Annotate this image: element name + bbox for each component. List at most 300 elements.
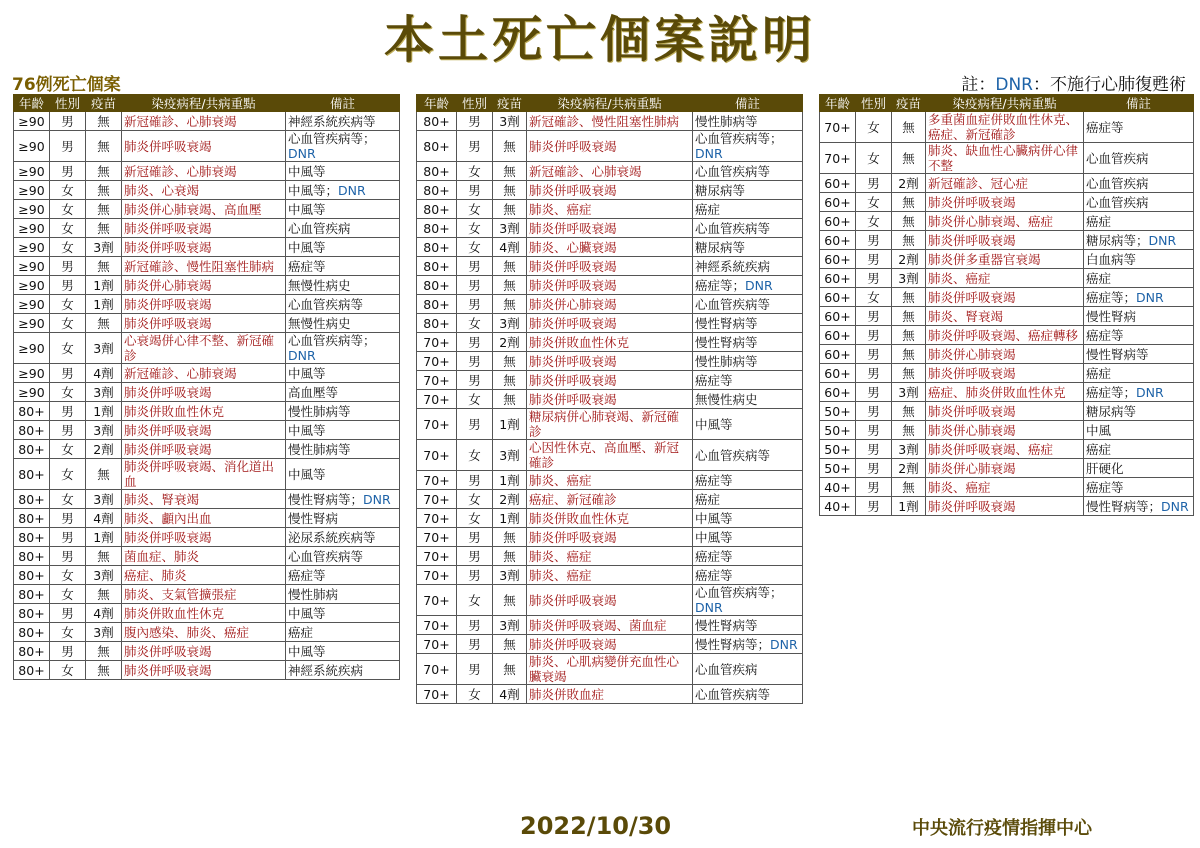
vaccine-cell: 1劑: [86, 528, 122, 547]
age-cell: 80+: [417, 257, 457, 276]
remark-text: 慢性腎病: [288, 510, 339, 526]
vaccine-cell: 1劑: [493, 409, 527, 440]
course-cell: 肺炎併心肺衰竭: [527, 295, 693, 314]
sex-cell: 男: [457, 131, 493, 162]
remark-text: 癌症等: [695, 372, 733, 388]
sex-cell: 女: [856, 143, 892, 174]
remark-text: 糖尿病等: [695, 239, 746, 255]
age-cell: ≥90: [14, 295, 50, 314]
dnr-tag: DNR: [363, 491, 391, 507]
table-row: [14, 421, 400, 440]
remark-text: 癌症: [695, 491, 721, 507]
sex-cell: 男: [856, 269, 892, 288]
vaccine-cell: 2劑: [892, 459, 926, 478]
sex-cell: 女: [457, 314, 493, 333]
course-cell: 肺炎併呼吸衰竭: [122, 314, 286, 333]
remark-text: 神經系統疾病等: [288, 113, 376, 129]
course-cell: 糖尿病併心肺衰竭、新冠確診: [527, 409, 693, 440]
organization-name: 中央流行疫情指揮中心: [912, 818, 1092, 839]
remark-cell: [1084, 326, 1194, 345]
vaccine-cell: 1劑: [493, 471, 527, 490]
vaccine-cell: 無: [892, 364, 926, 383]
age-cell: 70+: [417, 654, 457, 685]
sex-cell: 男: [457, 547, 493, 566]
remark-text: 無慢性病史: [695, 391, 758, 407]
vaccine-cell: 1劑: [892, 497, 926, 516]
remark-text: 糖尿病等: [695, 182, 746, 198]
table-row: [820, 193, 1194, 212]
remark-text: 中風等: [695, 529, 733, 545]
table-row: [417, 635, 803, 654]
age-cell: 70+: [820, 143, 856, 174]
table-row: [820, 112, 1194, 143]
course-cell: 肺炎併呼吸衰竭: [122, 383, 286, 402]
table-row: [14, 490, 400, 509]
sex-cell: 女: [50, 661, 86, 680]
course-cell: 肺炎併呼吸衰竭、癌症轉移: [926, 326, 1084, 345]
vaccine-cell: 1劑: [493, 509, 527, 528]
remark-text: 泌尿系統疾病等: [288, 529, 376, 545]
course-cell: 腹內感染、肺炎、癌症: [122, 623, 286, 642]
remark-header: 備註: [286, 95, 400, 112]
sex-cell: 男: [50, 162, 86, 181]
table-row: [820, 250, 1194, 269]
remark-text: 糖尿病等；: [1086, 232, 1149, 248]
table-row: [417, 471, 803, 490]
remark-cell: [693, 181, 803, 200]
course-cell: 肺炎併呼吸衰竭: [926, 231, 1084, 250]
vaccine-cell: 3劑: [86, 623, 122, 642]
vaccine-cell: 無: [86, 200, 122, 219]
age-cell: 60+: [820, 383, 856, 402]
course-cell: 肺炎併呼吸衰竭: [926, 288, 1084, 307]
age-cell: 40+: [820, 478, 856, 497]
course-cell: 肺炎併呼吸衰竭: [926, 497, 1084, 516]
vaccine-cell: 3劑: [892, 269, 926, 288]
sex-cell: 男: [50, 604, 86, 623]
table-row: [820, 364, 1194, 383]
age-cell: 70+: [820, 112, 856, 143]
remark-cell: [1084, 345, 1194, 364]
remark-text: 癌症等: [1086, 119, 1124, 135]
age-cell: 80+: [14, 661, 50, 680]
course-cell: 肺炎併敗血性休克: [527, 509, 693, 528]
remark-text: 心血管疾病: [1086, 150, 1149, 166]
sex-cell: 男: [856, 459, 892, 478]
table-row: [14, 238, 400, 257]
vaccine-cell: 無: [892, 402, 926, 421]
table-row: [820, 143, 1194, 174]
remark-text: 心血管疾病等: [695, 686, 771, 702]
sex-cell: 女: [50, 333, 86, 364]
remark-text: 慢性腎病等: [695, 315, 758, 331]
age-cell: 70+: [417, 685, 457, 704]
vaccine-cell: 無: [493, 200, 527, 219]
age-cell: 80+: [14, 459, 50, 490]
course-cell: 肺炎併心肺衰竭、高血壓: [122, 200, 286, 219]
vaccine-cell: 無: [493, 162, 527, 181]
table-row: [14, 661, 400, 680]
remark-text: 癌症等: [695, 472, 733, 488]
remark-cell: [693, 616, 803, 635]
vaccine-cell: 無: [493, 528, 527, 547]
remark-text: 心血管疾病等: [288, 296, 364, 312]
age-cell: 50+: [820, 459, 856, 478]
age-cell: 80+: [417, 112, 457, 131]
table-row: [417, 440, 803, 471]
course-cell: 癌症、肺炎併敗血性休克: [926, 383, 1084, 402]
age-cell: 60+: [820, 326, 856, 345]
age-cell: 60+: [820, 345, 856, 364]
vaccine-cell: 無: [493, 181, 527, 200]
course-cell: 肺炎、心肌病變併充血性心臟衰竭: [527, 654, 693, 685]
sex-cell: 女: [50, 585, 86, 604]
sex-cell: 男: [457, 181, 493, 200]
sex-cell: 女: [457, 585, 493, 616]
table-row: [417, 509, 803, 528]
remark-cell: [693, 566, 803, 585]
remark-cell: [286, 276, 400, 295]
age-cell: 80+: [417, 200, 457, 219]
remark-cell: [693, 635, 803, 654]
remark-text: 癌症等: [695, 548, 733, 564]
remark-text: 中風等: [695, 416, 733, 432]
remark-text: 慢性腎病等: [1086, 346, 1149, 362]
age-cell: 60+: [820, 174, 856, 193]
table-row: [820, 345, 1194, 364]
sex-cell: 女: [50, 314, 86, 333]
remark-cell: [286, 131, 400, 162]
course-cell: 肺炎併心肺衰竭、癌症: [926, 212, 1084, 231]
age-cell: 80+: [14, 623, 50, 642]
sex-cell: 男: [457, 352, 493, 371]
table-row: [417, 685, 803, 704]
table-row: [417, 371, 803, 390]
vaccine-cell: 無: [892, 112, 926, 143]
course-cell: 肺炎、腎衰竭: [122, 490, 286, 509]
course-cell: 肺炎併敗血性休克: [122, 402, 286, 421]
remark-text: 心血管疾病等；: [695, 131, 783, 146]
remark-text: 心血管疾病等: [695, 296, 771, 312]
sex-cell: 男: [50, 131, 86, 162]
course-cell: 肺炎、支氣管擴張症: [122, 585, 286, 604]
vaccine-cell: 3劑: [86, 490, 122, 509]
course-cell: 肺炎併呼吸衰竭、消化道出血: [122, 459, 286, 490]
sex-cell: 女: [50, 623, 86, 642]
remark-text: 心血管疾病等；: [695, 585, 783, 600]
sex-cell: 男: [457, 276, 493, 295]
remark-text: 慢性腎病等；: [1086, 498, 1162, 514]
age-cell: 70+: [417, 635, 457, 654]
note-prefix: 註：: [961, 75, 996, 95]
age-cell: 80+: [417, 162, 457, 181]
table-row: [820, 478, 1194, 497]
course-header: 染疫病程/共病重點: [926, 95, 1084, 112]
remark-text: 心血管疾病等: [695, 447, 771, 463]
table-row: [820, 212, 1194, 231]
sex-cell: 男: [457, 528, 493, 547]
course-cell: 肺炎併敗血症: [527, 685, 693, 704]
remark-text: 慢性腎病: [1086, 308, 1137, 324]
remark-cell: [286, 200, 400, 219]
vaccine-cell: 無: [86, 547, 122, 566]
remark-cell: [1084, 421, 1194, 440]
remark-cell: [693, 685, 803, 704]
dnr-tag: DNR: [1136, 289, 1164, 305]
sex-cell: 男: [856, 250, 892, 269]
age-cell: 80+: [14, 509, 50, 528]
table-row: [417, 181, 803, 200]
sex-cell: 男: [856, 402, 892, 421]
table-row: [14, 547, 400, 566]
remark-cell: [1084, 402, 1194, 421]
remark-cell: [1084, 112, 1194, 143]
table-row: [820, 269, 1194, 288]
vaccine-cell: 無: [86, 642, 122, 661]
remark-cell: [693, 390, 803, 409]
remark-cell: [693, 295, 803, 314]
table-row: [417, 131, 803, 162]
course-cell: 肺炎、癌症: [527, 566, 693, 585]
table-row: [14, 200, 400, 219]
remark-cell: [693, 131, 803, 162]
sex-cell: 男: [50, 257, 86, 276]
age-cell: ≥90: [14, 333, 50, 364]
remark-text: 心血管疾病等: [695, 163, 771, 179]
remark-text: 中風: [1086, 422, 1112, 438]
vaccine-cell: 無: [86, 131, 122, 162]
course-cell: 肺炎併多重器官衰竭: [926, 250, 1084, 269]
sex-cell: 女: [50, 238, 86, 257]
course-cell: 肺炎併呼吸衰竭: [122, 440, 286, 459]
vaccine-cell: 無: [892, 288, 926, 307]
remark-text: 慢性肺病等: [695, 353, 758, 369]
age-cell: 70+: [417, 471, 457, 490]
course-cell: 肺炎併呼吸衰竭: [527, 585, 693, 616]
remark-text: 癌症: [1086, 441, 1112, 457]
course-cell: 心衰竭併心律不整、新冠確診: [122, 333, 286, 364]
vaccine-cell: 無: [493, 547, 527, 566]
table-row: [417, 390, 803, 409]
table-row: [820, 231, 1194, 250]
course-cell: 肺炎、心衰竭: [122, 181, 286, 200]
vaccine-cell: 1劑: [86, 276, 122, 295]
remark-cell: [286, 364, 400, 383]
table-row: [417, 528, 803, 547]
vaccine-cell: 無: [493, 352, 527, 371]
remark-cell: [1084, 440, 1194, 459]
dnr-tag: DNR: [288, 348, 316, 363]
dnr-tag: DNR: [695, 146, 723, 161]
remark-cell: [286, 623, 400, 642]
age-cell: 70+: [417, 566, 457, 585]
vaccine-cell: 無: [86, 162, 122, 181]
age-cell: 80+: [417, 295, 457, 314]
dnr-tag: DNR: [338, 182, 366, 198]
remark-cell: [286, 112, 400, 131]
remark-text: 中風等: [288, 605, 326, 621]
vaccine-cell: 無: [86, 112, 122, 131]
vaccine-cell: 1劑: [86, 295, 122, 314]
note-suffix: ：不施行心肺復甦術: [1033, 75, 1186, 95]
dnr-tag: DNR: [1161, 498, 1189, 514]
age-cell: 70+: [417, 390, 457, 409]
sex-cell: 男: [457, 654, 493, 685]
age-cell: 80+: [14, 642, 50, 661]
vaccine-header: 疫苗: [892, 95, 926, 112]
sex-cell: 男: [457, 333, 493, 352]
course-cell: 肺炎併呼吸衰竭: [527, 276, 693, 295]
case-count-subtitle: 76例死亡個案: [12, 75, 121, 95]
table-row: [820, 383, 1194, 402]
table-column-3: [819, 94, 1194, 516]
table-row: [417, 200, 803, 219]
age-cell: 80+: [14, 528, 50, 547]
sex-cell: 女: [50, 440, 86, 459]
age-header: 年齡: [417, 95, 457, 112]
table-row: [14, 257, 400, 276]
remark-cell: [693, 238, 803, 257]
sex-cell: 女: [457, 238, 493, 257]
course-cell: 肺炎併呼吸衰竭: [527, 352, 693, 371]
dnr-tag: DNR: [288, 146, 316, 161]
table-row: [14, 314, 400, 333]
sex-header: 性別: [457, 95, 493, 112]
table-row: [417, 219, 803, 238]
vaccine-header: 疫苗: [493, 95, 527, 112]
age-cell: ≥90: [14, 257, 50, 276]
course-cell: 肺炎併呼吸衰竭: [527, 635, 693, 654]
vaccine-cell: 無: [493, 585, 527, 616]
death-case-table-2: [416, 94, 803, 704]
table-row: [417, 162, 803, 181]
remark-cell: [693, 162, 803, 181]
sex-header: 性別: [856, 95, 892, 112]
age-cell: 60+: [820, 231, 856, 250]
course-cell: 肺炎、腎衰竭: [926, 307, 1084, 326]
remark-cell: [286, 528, 400, 547]
course-cell: 新冠確診、慢性阻塞性肺病: [122, 257, 286, 276]
sex-cell: 男: [856, 174, 892, 193]
vaccine-cell: 4劑: [86, 364, 122, 383]
sex-cell: 女: [457, 685, 493, 704]
sex-cell: 女: [457, 200, 493, 219]
course-cell: 新冠確診、慢性阻塞性肺病: [527, 112, 693, 131]
table-row: [14, 219, 400, 238]
age-cell: 60+: [820, 193, 856, 212]
remark-text: 肝硬化: [1086, 460, 1124, 476]
remark-text: 中風等: [288, 163, 326, 179]
course-header: 染疫病程/共病重點: [527, 95, 693, 112]
sex-cell: 男: [50, 421, 86, 440]
vaccine-cell: 3劑: [493, 616, 527, 635]
remark-cell: [693, 219, 803, 238]
remark-text: 癌症等: [288, 258, 326, 274]
age-cell: 80+: [417, 238, 457, 257]
vaccine-cell: 3劑: [892, 440, 926, 459]
remark-cell: [693, 371, 803, 390]
sex-cell: 男: [856, 231, 892, 250]
vaccine-cell: 無: [493, 654, 527, 685]
age-cell: 50+: [820, 421, 856, 440]
age-cell: ≥90: [14, 364, 50, 383]
remark-text: 慢性腎病等；: [695, 636, 771, 652]
course-cell: 肺炎併呼吸衰竭: [122, 642, 286, 661]
sex-cell: 男: [856, 440, 892, 459]
vaccine-cell: 無: [892, 193, 926, 212]
sex-cell: 女: [50, 383, 86, 402]
course-cell: 肺炎併呼吸衰竭、菌血症: [527, 616, 693, 635]
remark-text: 中風等: [288, 466, 326, 482]
course-cell: 肺炎、癌症: [926, 269, 1084, 288]
remark-cell: [286, 459, 400, 490]
remark-cell: [286, 383, 400, 402]
course-cell: 肺炎併呼吸衰竭: [122, 295, 286, 314]
course-cell: 肺炎併呼吸衰竭: [527, 131, 693, 162]
remark-text: 心血管疾病等；: [288, 333, 376, 348]
remark-cell: [693, 333, 803, 352]
remark-cell: [286, 490, 400, 509]
remark-cell: [1084, 459, 1194, 478]
vaccine-cell: 3劑: [86, 333, 122, 364]
age-cell: 80+: [14, 490, 50, 509]
age-cell: ≥90: [14, 162, 50, 181]
dnr-note: [961, 70, 1186, 95]
vaccine-cell: 無: [86, 257, 122, 276]
table-row: [14, 364, 400, 383]
remark-cell: [286, 642, 400, 661]
table-row: [417, 314, 803, 333]
dnr-tag: DNR: [1148, 232, 1177, 248]
vaccine-cell: 無: [892, 326, 926, 345]
sex-cell: 男: [457, 409, 493, 440]
age-cell: 80+: [14, 421, 50, 440]
vaccine-cell: 2劑: [493, 490, 527, 509]
remark-text: 心血管疾病: [1086, 194, 1149, 210]
table-row: [820, 440, 1194, 459]
remark-header: 備註: [1084, 95, 1194, 112]
age-cell: 70+: [417, 333, 457, 352]
remark-cell: [286, 295, 400, 314]
remark-text: 癌症: [695, 201, 721, 217]
sex-cell: 男: [457, 566, 493, 585]
remark-cell: [286, 585, 400, 604]
remark-cell: [693, 490, 803, 509]
remark-cell: [693, 409, 803, 440]
remark-cell: [1084, 250, 1194, 269]
table-column-2: [416, 94, 803, 704]
table-header-row: [417, 95, 803, 112]
remark-cell: [1084, 307, 1194, 326]
vaccine-cell: 無: [86, 585, 122, 604]
vaccine-cell: 3劑: [493, 440, 527, 471]
remark-text: 中風等: [288, 422, 326, 438]
remark-text: 癌症等: [1086, 479, 1124, 495]
age-cell: ≥90: [14, 200, 50, 219]
report-date: 2022/10/30: [520, 812, 672, 840]
age-cell: 60+: [820, 364, 856, 383]
age-cell: 80+: [14, 547, 50, 566]
remark-cell: [693, 471, 803, 490]
age-cell: ≥90: [14, 276, 50, 295]
remark-cell: [1084, 364, 1194, 383]
remark-text: 癌症等；: [1086, 384, 1137, 400]
remark-cell: [693, 547, 803, 566]
remark-cell: [1084, 269, 1194, 288]
remark-cell: [1084, 478, 1194, 497]
table-row: [14, 509, 400, 528]
age-cell: 80+: [417, 314, 457, 333]
